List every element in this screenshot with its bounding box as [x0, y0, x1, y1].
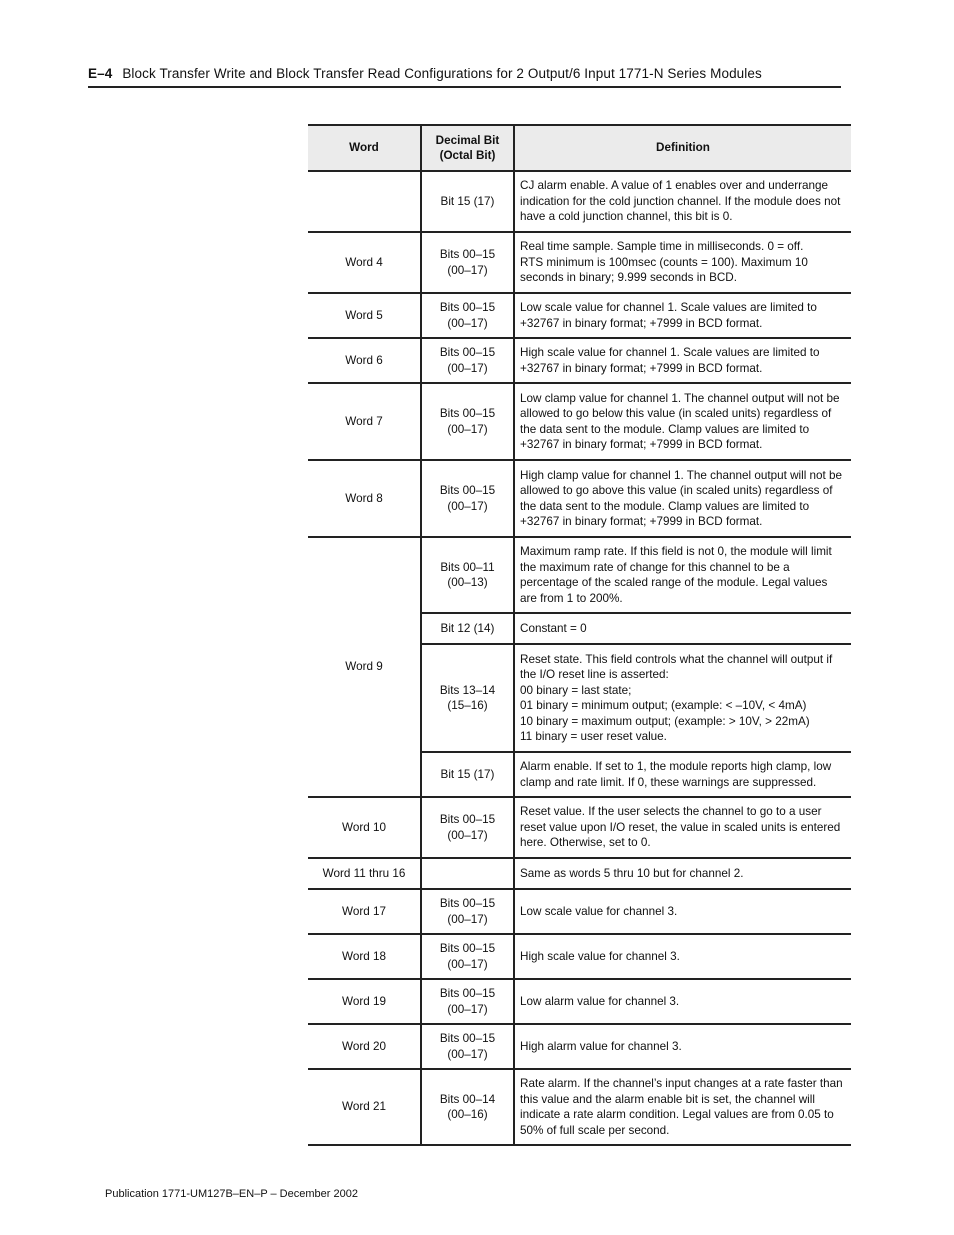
definition-line: High alarm value for channel 3.	[520, 1039, 682, 1053]
bit-line: (15–16)	[447, 699, 488, 712]
table-row	[308, 797, 851, 858]
bit-line: (00–17)	[447, 912, 488, 926]
bit-line: Bits 00–15	[439, 346, 496, 359]
column-header-definition: Definition	[514, 125, 851, 171]
bit-cell	[421, 644, 514, 752]
column-header-word: Word	[308, 125, 421, 171]
definition-line: percentage of the scaled range of the module. Legal values	[520, 576, 828, 589]
definition-cell	[514, 338, 851, 383]
bit-cell	[421, 537, 514, 613]
definition-line: Low scale value for channel 1. Scale values are limited to	[520, 301, 817, 314]
definition-line: Constant = 0	[520, 621, 587, 635]
definition-line: here. Otherwise, set to 0.	[520, 836, 651, 850]
word-cell: Word 9	[308, 537, 421, 797]
word-cell: Word 8	[308, 460, 421, 537]
definition-line: 00 binary = last state;	[520, 683, 632, 697]
bit-line: Bits 00–15	[439, 407, 496, 420]
definition-line: allowed to go below this value (in scaled units) regardless of	[520, 407, 832, 420]
bit-line: Bits 00–11	[440, 560, 495, 574]
definition-cell	[514, 797, 851, 858]
word-cell: Word 5	[308, 293, 421, 338]
table-row	[308, 1069, 851, 1145]
bit-cell	[421, 383, 514, 460]
bit-line: Bits 00–15	[439, 1032, 496, 1045]
definition-line: +32767 in binary format; +7999 in BCD format.	[520, 316, 763, 330]
definition-line: +32767 in binary format; +7999 in BCD format.	[520, 515, 763, 528]
column-header-bit-line2: (Octal Bit)	[439, 149, 496, 162]
definition-cell	[514, 537, 851, 613]
table-row	[308, 383, 851, 460]
definition-line: clamp and rate limit. If 0, these warnings are suppressed.	[520, 775, 817, 789]
bit-line: (00–17)	[447, 263, 488, 277]
bit-cell	[421, 979, 514, 1024]
definition-line: 01 binary = minimum output; (example: < –10V, < 4mA)	[520, 699, 807, 712]
bit-line: (00–17)	[447, 499, 488, 513]
bit-cell	[421, 171, 514, 232]
configuration-table	[308, 124, 851, 1146]
table-row	[308, 858, 851, 889]
definition-cell	[514, 460, 851, 537]
bit-cell	[421, 858, 514, 889]
definition-line: this value and the alarm enable bit is set, the channel will	[520, 1092, 815, 1106]
definition-line: Same as words 5 thru 10 but for channel 2.	[520, 866, 744, 880]
definition-cell	[514, 293, 851, 338]
table-row	[308, 232, 851, 293]
definition-cell	[514, 171, 851, 232]
definition-cell	[514, 644, 851, 752]
table-row	[308, 171, 851, 232]
word-cell: Word 6	[308, 338, 421, 383]
table-row	[308, 934, 851, 979]
bit-cell	[421, 934, 514, 979]
bit-line: (00–17)	[447, 828, 488, 842]
definition-line: have a cold junction channel, this bit is 0.	[520, 210, 733, 224]
definition-line: RTS minimum is 100msec (counts = 100). Maximum 10	[520, 255, 808, 269]
definition-line: the maximum rate of change for this channel to be a	[520, 560, 790, 574]
word-cell: Word 17	[308, 889, 421, 934]
bit-line: (00–17)	[447, 957, 488, 971]
bit-line: Bits 00–15	[439, 942, 496, 955]
bit-line: Bits 00–14	[439, 1092, 496, 1106]
table-row	[308, 460, 851, 537]
word-cell: Word 20	[308, 1024, 421, 1069]
column-header-bit-line1: Decimal Bit	[435, 133, 500, 147]
definition-line: +32767 in binary format; +7999 in BCD format.	[520, 438, 763, 451]
definition-line: reset value upon I/O reset, the value in scaled units is entered	[520, 820, 841, 834]
definition-line: Reset value. If the user selects the channel to go to a user	[520, 805, 822, 819]
table-row	[308, 1024, 851, 1069]
definition-line: allowed to go above this value (in scaled units) regardless of	[520, 484, 833, 497]
page-footer: Publication 1771-UM127B–EN–P – December 2002	[105, 1188, 358, 1200]
definition-line: the I/O reset line is asserted:	[520, 668, 669, 681]
bit-cell	[421, 1024, 514, 1069]
bit-cell	[421, 1069, 514, 1145]
bit-line: (00–17)	[447, 1047, 488, 1061]
page-number: E–4	[88, 66, 113, 81]
table-row	[308, 889, 851, 934]
definition-line: indicate a rate alarm condition. Legal values are from 0.05 to	[520, 1108, 834, 1121]
bit-line: Bits 00–15	[439, 301, 496, 314]
bit-line: (00–17)	[447, 316, 488, 330]
bit-line: Bits 00–15	[439, 248, 496, 261]
definition-cell	[514, 613, 851, 644]
definition-line: are from 1 to 200%.	[520, 591, 623, 605]
bit-line: Bit 15 (17)	[440, 767, 495, 781]
bit-cell	[421, 889, 514, 934]
table-row	[308, 293, 851, 338]
definition-line: High clamp value for channel 1. The channel output will not be	[520, 468, 843, 482]
definition-line: 10 binary = maximum output; (example: > 10V, > 22mA)	[520, 714, 810, 728]
table-row	[308, 979, 851, 1024]
word-cell	[308, 171, 421, 232]
definition-line: Low clamp value for channel 1. The channel output will not be	[520, 391, 840, 405]
definition-line: Real time sample. Sample time in milliseconds. 0 = off.	[520, 240, 804, 254]
definition-line: +32767 in binary format; +7999 in BCD format.	[520, 361, 763, 375]
definition-cell	[514, 1069, 851, 1145]
bit-line: (00–17)	[447, 422, 488, 436]
definition-line: Low alarm value for channel 3.	[520, 994, 680, 1008]
definition-cell	[514, 752, 851, 797]
definition-cell	[514, 934, 851, 979]
word-cell: Word 18	[308, 934, 421, 979]
table-row	[308, 537, 851, 613]
bit-cell	[421, 460, 514, 537]
bit-cell	[421, 293, 514, 338]
bit-line: Bits 00–15	[439, 484, 496, 497]
bit-line: (00–13)	[447, 576, 488, 589]
bit-cell	[421, 232, 514, 293]
bit-line: (00–17)	[447, 1002, 488, 1016]
word-cell: Word 7	[308, 383, 421, 460]
word-cell: Word 21	[308, 1069, 421, 1145]
definition-line: Maximum ramp rate. If this field is not 0, the module will limit	[520, 545, 832, 558]
definition-cell	[514, 232, 851, 293]
bit-line: (00–16)	[447, 1108, 488, 1121]
definition-line: High scale value for channel 1. Scale values are limited to	[520, 346, 820, 359]
page-title: Block Transfer Write and Block Transfer Read Configurations for 2 Output/6 Input 1771-N Series Modules	[122, 66, 762, 81]
definition-line: the data sent to the module. Clamp values are limited to	[520, 499, 810, 513]
bit-line: Bits 13–14	[439, 683, 496, 697]
definition-line: 11 binary = user reset value.	[520, 730, 667, 743]
definition-line: seconds in binary; 9.999 seconds in BCD.	[520, 271, 737, 285]
bit-cell	[421, 797, 514, 858]
definition-cell	[514, 979, 851, 1024]
definition-line: Rate alarm. If the channel’s input changes at a rate faster than	[520, 1077, 843, 1090]
definition-line: Low scale value for channel 3.	[520, 904, 678, 918]
definition-cell	[514, 889, 851, 934]
word-cell: Word 19	[308, 979, 421, 1024]
definition-line: High scale value for channel 3.	[520, 949, 680, 963]
bit-line: Bits 00–15	[439, 987, 496, 1000]
definition-cell	[514, 383, 851, 460]
word-cell: Word 10	[308, 797, 421, 858]
bit-cell	[421, 752, 514, 797]
table-row	[308, 338, 851, 383]
definition-line: 50% of full scale per second.	[520, 1123, 670, 1137]
bit-line: Bits 00–15	[439, 813, 496, 826]
definition-line: the data sent to the module. Clamp values are limited to	[520, 422, 810, 436]
definition-line: Alarm enable. If set to 1, the module reports high clamp, low	[520, 760, 832, 773]
bit-cell	[421, 613, 514, 644]
column-header-bit	[421, 125, 514, 171]
word-cell: Word 4	[308, 232, 421, 293]
definition-line: CJ alarm enable. A value of 1 enables over and underrange	[520, 179, 828, 193]
bit-line: Bit 12 (14)	[440, 621, 495, 635]
bit-line: Bits 00–15	[439, 897, 496, 910]
bit-line: (00–17)	[447, 361, 488, 375]
definition-line: Reset state. This field controls what the channel will output if	[520, 652, 833, 666]
definition-line: indication for the cold junction channel. If the module does not	[520, 194, 841, 208]
table-header-row	[308, 125, 851, 171]
word-cell: Word 11 thru 16	[308, 858, 421, 889]
bit-cell	[421, 338, 514, 383]
definition-cell	[514, 1024, 851, 1069]
definition-cell	[514, 858, 851, 889]
page-header	[88, 65, 841, 88]
bit-line: Bit 15 (17)	[440, 194, 495, 208]
